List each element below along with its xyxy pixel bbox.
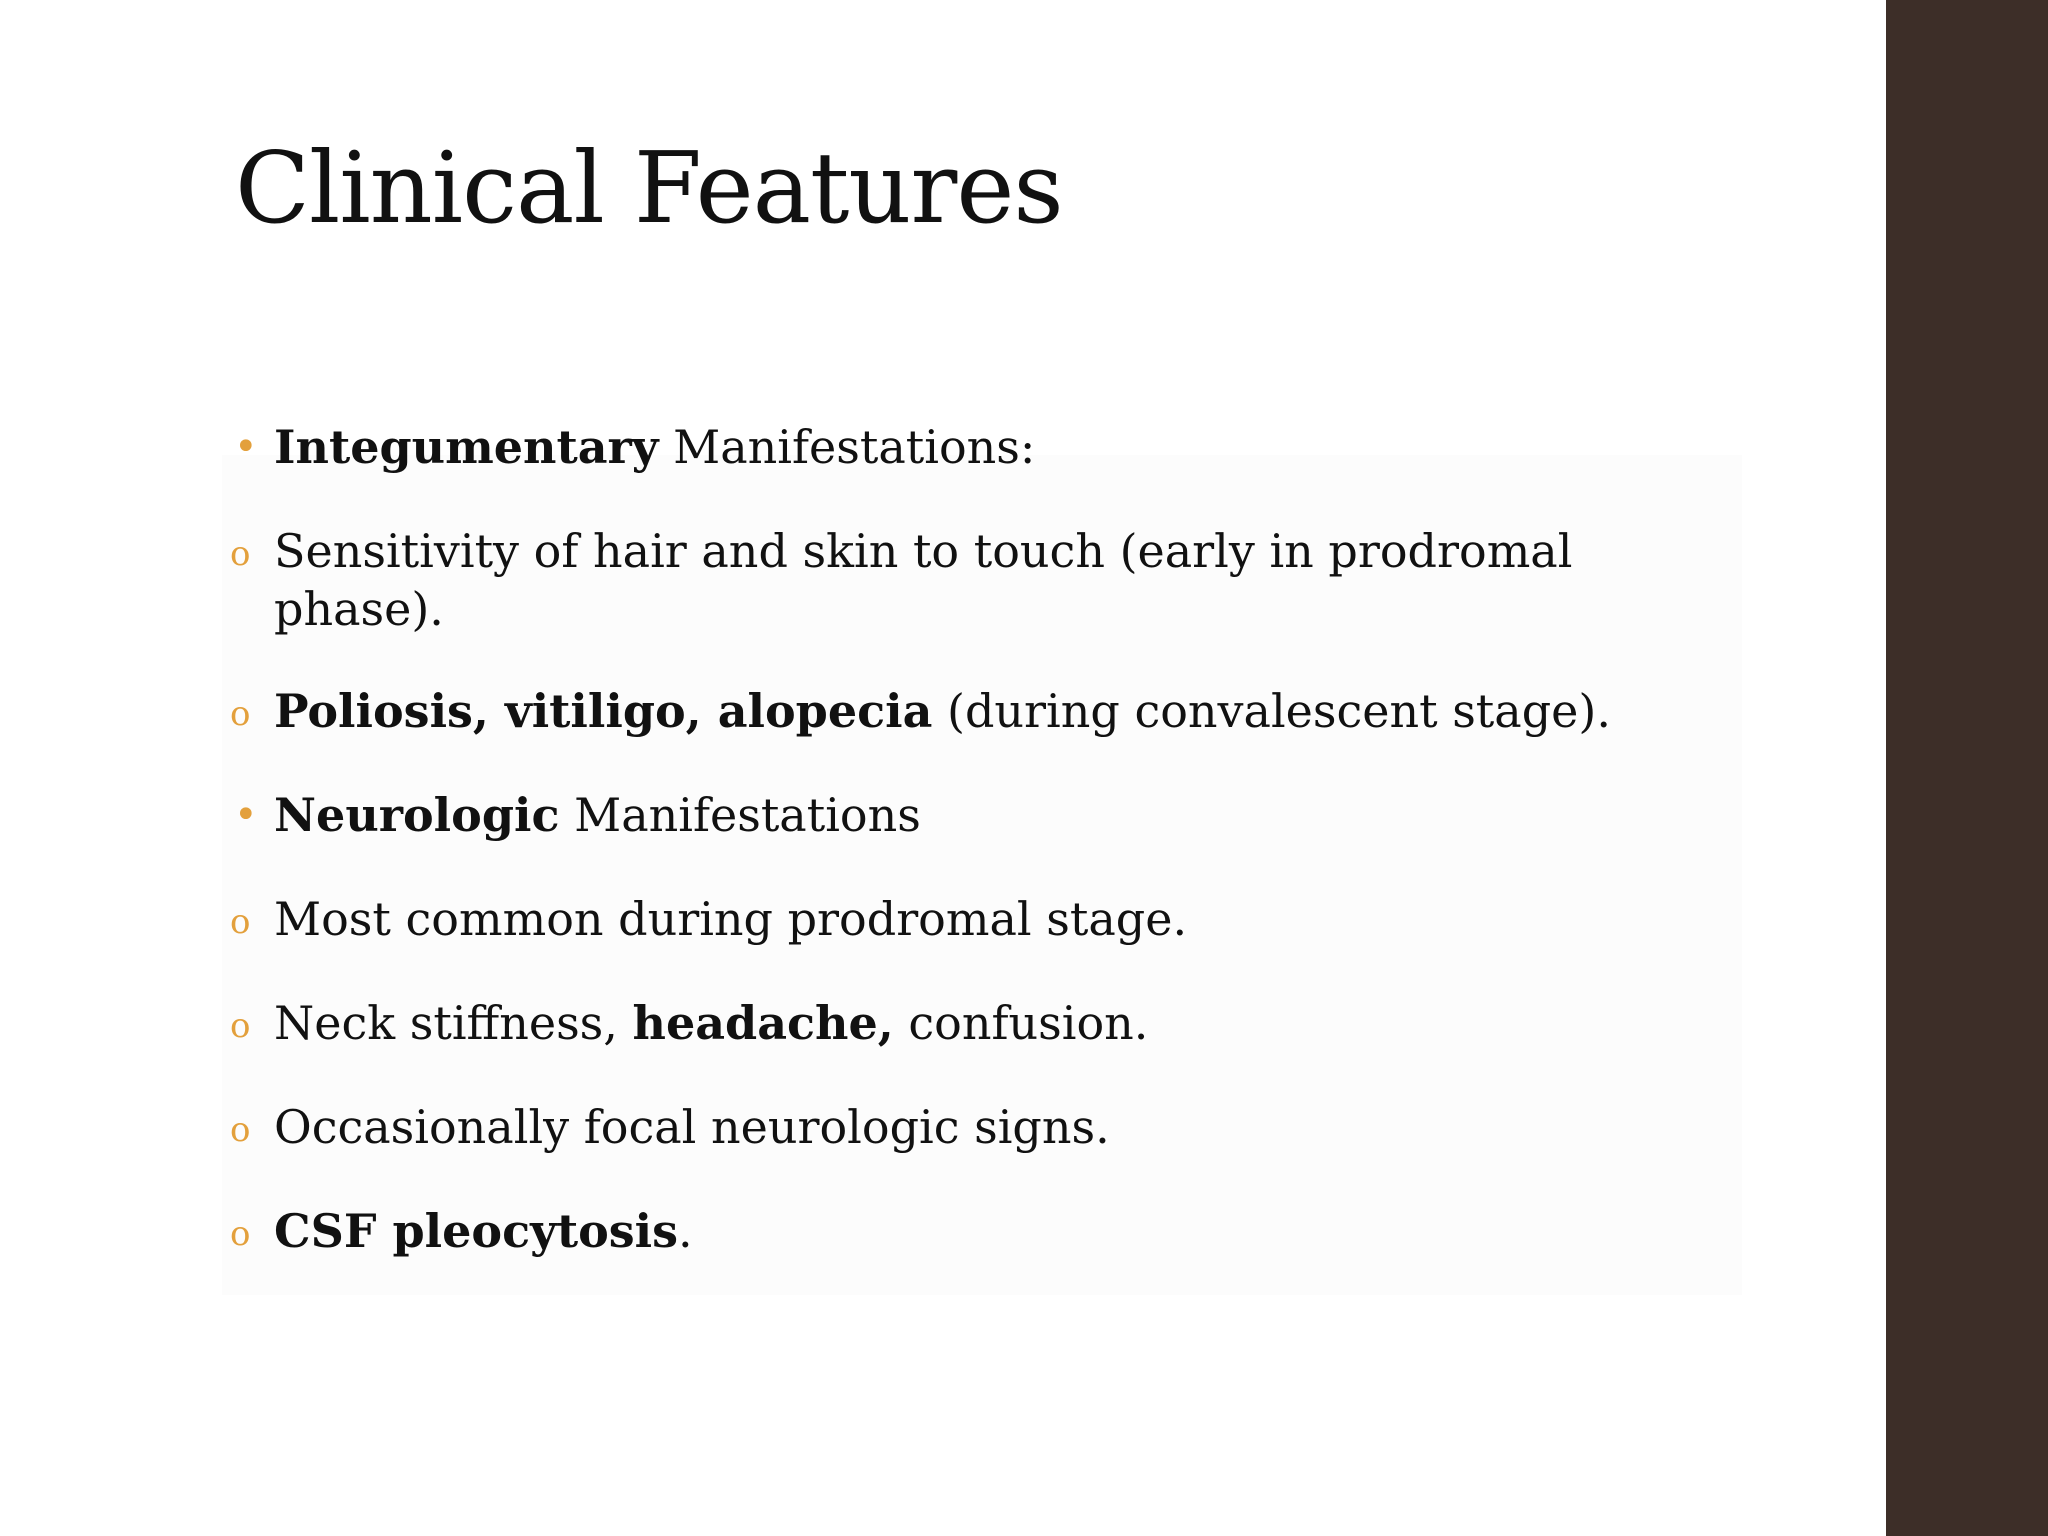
bullet-ring-icon: o xyxy=(230,902,251,942)
bullet-ring-icon: o xyxy=(230,1006,251,1046)
side-bar xyxy=(1886,0,2048,1536)
list-item xyxy=(222,1202,1662,1260)
bullet-dot-icon: • xyxy=(234,792,258,838)
item-text: Manifestations xyxy=(559,788,921,842)
bullet-ring-icon: o xyxy=(230,534,251,574)
item-tail-text: confusion. xyxy=(893,996,1149,1050)
item-bold-text: CSF pleocytosis xyxy=(274,1204,679,1258)
item-text: Sensitivity of hair and skin to touch (early in prodromal phase). xyxy=(274,524,1573,636)
item-bold-text: headache, xyxy=(632,996,894,1050)
bullet-ring-icon: o xyxy=(230,694,251,734)
item-text: (during convalescent stage). xyxy=(932,684,1611,738)
item-text: Neck stiffness, xyxy=(274,996,633,1050)
item-bold-text: Integumentary xyxy=(274,420,659,474)
item-bold-text: Poliosis, vitiligo, alopecia xyxy=(274,684,933,738)
list-item xyxy=(222,682,1662,740)
list-item xyxy=(222,418,1662,476)
list-item xyxy=(222,890,1662,948)
bullet-ring-icon: o xyxy=(230,1214,251,1254)
list-item xyxy=(222,522,1662,638)
item-text: Manifestations: xyxy=(658,420,1036,474)
item-text: Occasionally focal neurologic signs. xyxy=(274,1100,1110,1154)
list-item xyxy=(222,994,1662,1052)
list-item xyxy=(222,1098,1662,1156)
item-text: Most common during prodromal stage. xyxy=(274,892,1188,946)
item-bold-text: Neurologic xyxy=(274,788,560,842)
item-text: . xyxy=(678,1204,693,1258)
bullet-list xyxy=(222,418,1662,1306)
bullet-ring-icon: o xyxy=(230,1110,251,1150)
bullet-dot-icon: • xyxy=(234,424,258,470)
list-item xyxy=(222,786,1662,844)
slide-title: Clinical Features xyxy=(235,132,1063,246)
